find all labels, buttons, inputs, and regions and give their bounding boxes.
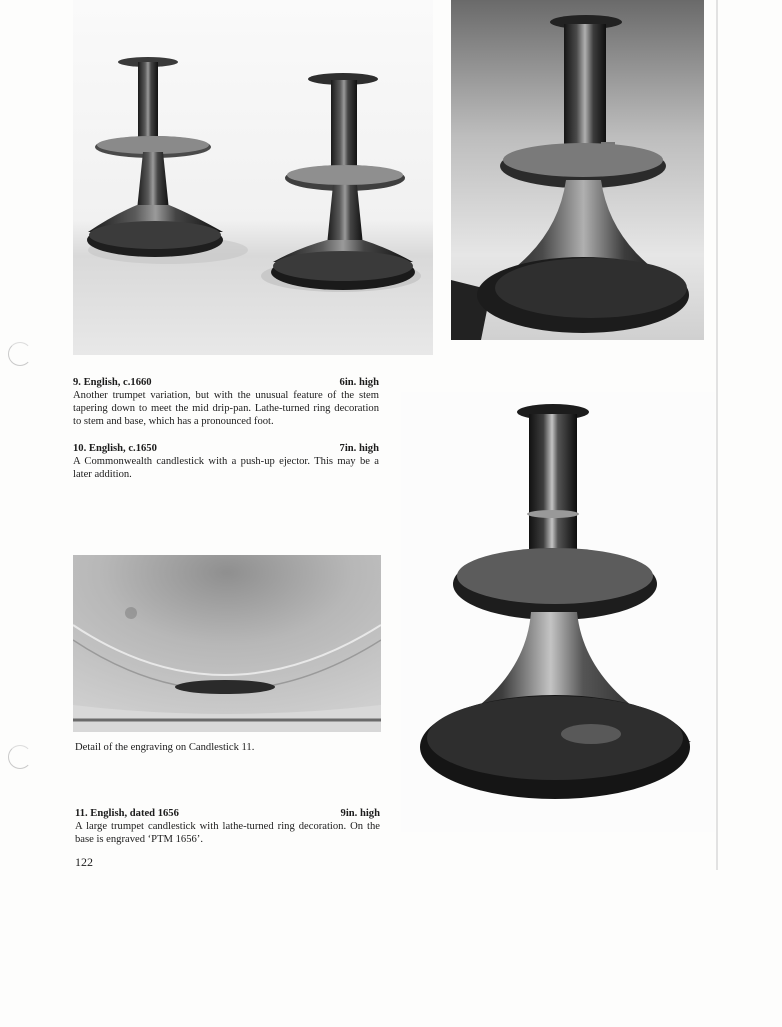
caption-9-title: 9. English, c.1660: [73, 377, 152, 388]
caption-11-body: A large trumpet candlestick with lathe-turned ring decoration. On the base is engraved ‘PTM 1656’.: [75, 821, 380, 845]
caption-item-10: [73, 442, 379, 481]
photo-engraving-detail: [73, 555, 381, 732]
hole-punch-bottom: [8, 745, 32, 769]
caption-11-height: 9in. high: [340, 808, 380, 819]
caption-detail: Detail of the engraving on Candlestick 11.: [75, 742, 255, 753]
photo-candlesticks-pair: [73, 0, 433, 355]
hole-punch-top: [8, 342, 32, 366]
caption-item-9: [73, 376, 379, 428]
caption-10-height: 7in. high: [339, 443, 379, 454]
photo-candlestick-10-large: [451, 0, 704, 340]
caption-9-body: Another trumpet variation, but with the unusual feature of the stem tapering down to meet the mid drip-pan. Lathe-turned ring decoration to stem and base, which has a pronounced foot.: [73, 390, 379, 427]
photo-candlestick-11: [401, 392, 715, 832]
caption-10-body: A Commonwealth candlestick with a push-up ejector. This may be a later addition.: [73, 456, 379, 480]
caption-item-11: [75, 807, 380, 846]
caption-9-height: 6in. high: [339, 377, 379, 388]
caption-10-title: 10. English, c.1650: [73, 443, 157, 454]
page-number: 122: [75, 855, 93, 869]
page-edge-line: [716, 0, 718, 870]
caption-11-title: 11. English, dated 1656: [75, 808, 179, 819]
